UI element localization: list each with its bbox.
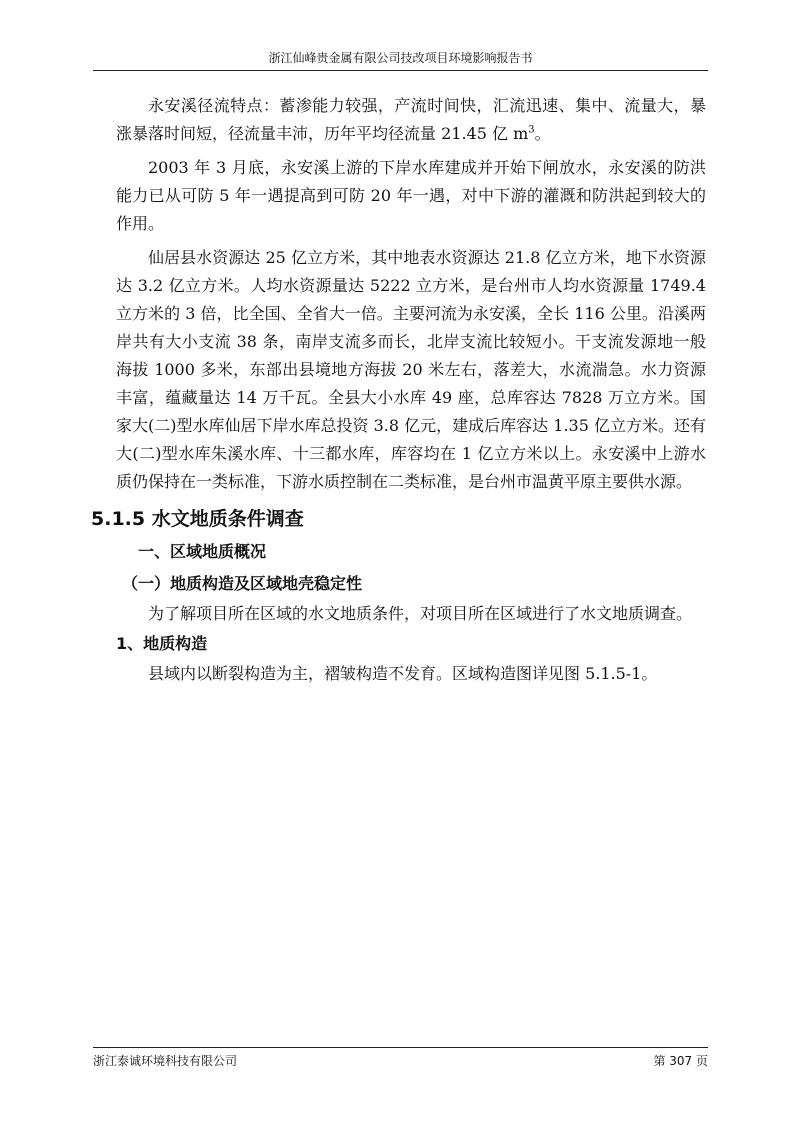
subsection-heading-3: 1、地质构造 xyxy=(116,634,208,653)
page-header xyxy=(93,48,708,71)
paragraph-runoff-end: 。 xyxy=(534,124,551,143)
header-title: 浙江仙峰贵金属有限公司技改项目环境影响报告书 xyxy=(268,51,533,65)
footer-company: 浙江泰诚环境科技有限公司 xyxy=(93,1054,238,1068)
footer-page-number: 第 307 页 xyxy=(653,1054,708,1068)
paragraph-structure: 县域内以断裂构造为主，褶皱构造不发育。区域构造图详见图 5.1.5-1。 xyxy=(148,664,658,683)
subsection-heading-1: 一、区域地质概况 xyxy=(138,542,267,561)
paragraph-survey: 为了解项目所在区域的水文地质条件，对项目所在区域进行了水文地质调查。 xyxy=(148,604,693,623)
subsection-heading-2: （一）地质构造及区域地壳稳定性 xyxy=(122,574,363,593)
paragraph-runoff xyxy=(116,92,706,148)
paragraph-reservoir: 2003 年 3 月底，永安溪上游的下岸水库建成并开始下闸放水，永安溪的防洪能力已从可防 5 年一遇提高到可防 20 年一遇，对中下游的灌溉和防洪起到较大的作用。 xyxy=(116,158,706,233)
page-content xyxy=(91,92,706,688)
page-footer xyxy=(93,1047,708,1070)
section-title: 5.1.5 水文地质条件调查 xyxy=(91,508,304,530)
paragraph-water-resources: 仙居县水资源达 25 亿立方米，其中地表水资源达 21.8 亿立方米，地下水资源达 3.2 亿立方米。人均水资源量达 5222 立方米，是台州市人均水资源量 1749.4 立方米的 3 倍，比全国、全省大一倍。主要河流为永安溪，全长 116 公里。沿溪两岸共有大小支流 38 条，南岸支流多而长，北岸支流比较短小。干支流发源地一般海拔 1000 多米，东部出县境地方海拔 20 米左右，落差大，水流湍急。水力资源丰富，蕴藏量达 14 万千瓦。全县大小水库 49 座，总库容达 7828 万立方米。国家大(二)型水库仙居下岸水库总投资 3.8 亿元，建成后库容达 1.35 亿立方米。还有大(二)型水库朱溪水库、十三都水库，库容均在 1 亿立方米以上。永安溪中上游水质仍保持在一类标准，下游水质控制在二类标准，是台州市温黄平原主要供水源。 xyxy=(116,248,706,491)
superscript-3: 3 xyxy=(528,124,535,136)
paragraph-runoff-text: 永安溪径流特点：蓄渗能力较强，产流时间快，汇流迅速、集中、流量大，暴涨暴落时间短，径流量丰沛，历年平均径流量 21.45 亿 m xyxy=(116,96,706,143)
